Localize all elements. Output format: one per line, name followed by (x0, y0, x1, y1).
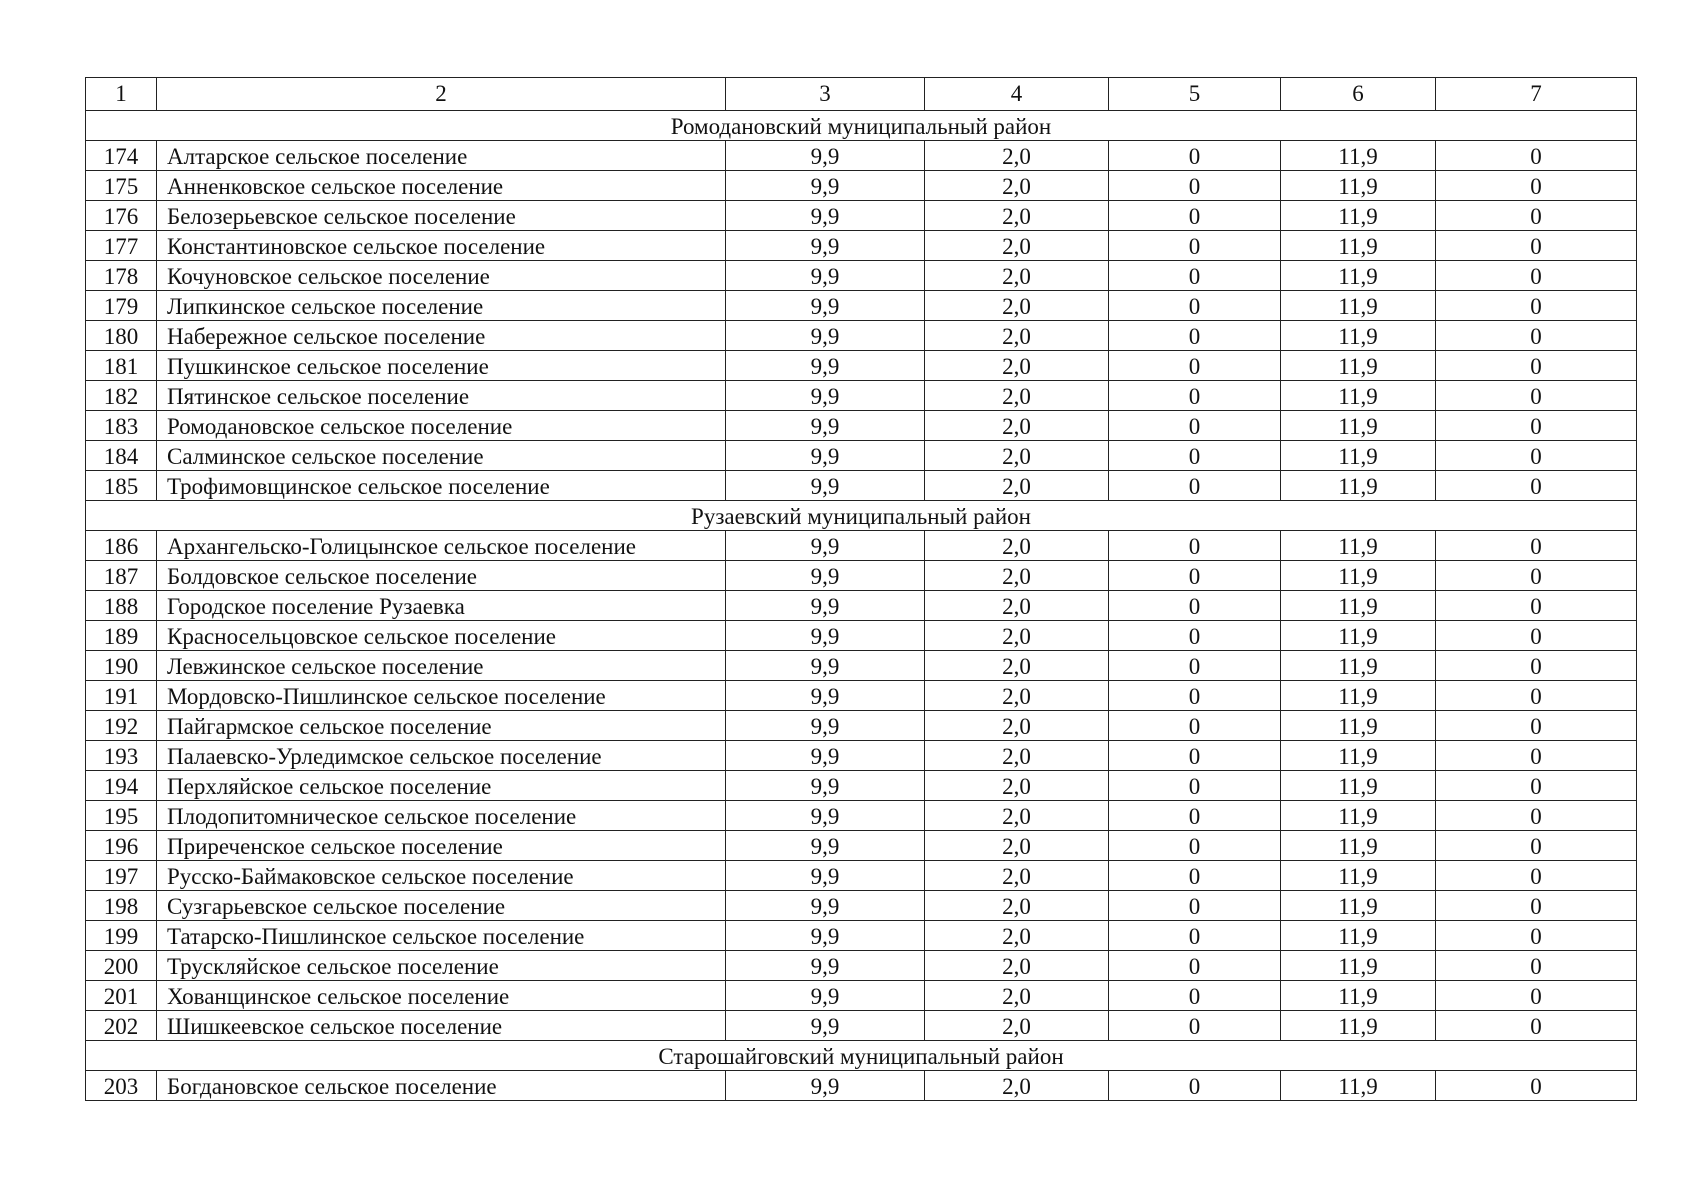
value-col-5: 0 (1109, 561, 1281, 591)
table-row (86, 741, 1637, 771)
value-col-4: 2,0 (925, 141, 1109, 171)
table-row (86, 441, 1637, 471)
value-col-6: 11,9 (1281, 831, 1436, 861)
table-row (86, 621, 1637, 651)
table-row (86, 171, 1637, 201)
value-col-7: 0 (1436, 1071, 1637, 1101)
value-col-4: 2,0 (925, 801, 1109, 831)
value-col-4: 2,0 (925, 561, 1109, 591)
value-col-7: 0 (1436, 651, 1637, 681)
row-number: 187 (86, 561, 157, 591)
value-col-4: 2,0 (925, 591, 1109, 621)
value-col-6: 11,9 (1281, 141, 1436, 171)
value-col-4: 2,0 (925, 921, 1109, 951)
district-header-row (86, 111, 1637, 141)
value-col-7: 0 (1436, 681, 1637, 711)
value-col-5: 0 (1109, 531, 1281, 561)
value-col-5: 0 (1109, 351, 1281, 381)
row-number: 203 (86, 1071, 157, 1101)
table-row (86, 531, 1637, 561)
value-col-5: 0 (1109, 141, 1281, 171)
value-col-6: 11,9 (1281, 231, 1436, 261)
value-col-7: 0 (1436, 561, 1637, 591)
district-title: Старошайговский муниципальный район (86, 1041, 1637, 1071)
value-col-7: 0 (1436, 291, 1637, 321)
table-row (86, 921, 1637, 951)
value-col-6: 11,9 (1281, 1071, 1436, 1101)
table-row (86, 471, 1637, 501)
table-row (86, 591, 1637, 621)
value-col-5: 0 (1109, 591, 1281, 621)
value-col-4: 2,0 (925, 831, 1109, 861)
value-col-7: 0 (1436, 741, 1637, 771)
value-col-5: 0 (1109, 201, 1281, 231)
value-col-5: 0 (1109, 471, 1281, 501)
value-col-3: 9,9 (726, 441, 925, 471)
table-row (86, 141, 1637, 171)
column-number-row (86, 78, 1637, 111)
district-title: Рузаевский муниципальный район (86, 501, 1637, 531)
settlement-name: Шишкеевское сельское поселение (157, 1011, 726, 1041)
row-number: 179 (86, 291, 157, 321)
value-col-4: 2,0 (925, 291, 1109, 321)
value-col-3: 9,9 (726, 561, 925, 591)
settlement-name: Болдовское сельское поселение (157, 561, 726, 591)
value-col-7: 0 (1436, 831, 1637, 861)
value-col-3: 9,9 (726, 351, 925, 381)
district-title: Ромодановский муниципальный район (86, 111, 1637, 141)
row-number: 178 (86, 261, 157, 291)
settlement-name: Салминское сельское поселение (157, 441, 726, 471)
value-col-4: 2,0 (925, 321, 1109, 351)
settlement-name: Липкинское сельское поселение (157, 291, 726, 321)
row-number: 174 (86, 141, 157, 171)
row-number: 175 (86, 171, 157, 201)
value-col-7: 0 (1436, 621, 1637, 651)
settlement-name: Левжинское сельское поселение (157, 651, 726, 681)
value-col-6: 11,9 (1281, 981, 1436, 1011)
value-col-6: 11,9 (1281, 321, 1436, 351)
district-header-row (86, 501, 1637, 531)
row-number: 201 (86, 981, 157, 1011)
value-col-4: 2,0 (925, 711, 1109, 741)
table-row (86, 351, 1637, 381)
table-body (86, 78, 1637, 1101)
column-number: 4 (925, 78, 1109, 111)
column-number: 3 (726, 78, 925, 111)
table-row (86, 321, 1637, 351)
value-col-6: 11,9 (1281, 951, 1436, 981)
row-number: 194 (86, 771, 157, 801)
value-col-4: 2,0 (925, 861, 1109, 891)
settlement-name: Хованщинское сельское поселение (157, 981, 726, 1011)
value-col-5: 0 (1109, 171, 1281, 201)
value-col-3: 9,9 (726, 891, 925, 921)
value-col-5: 0 (1109, 321, 1281, 351)
value-col-5: 0 (1109, 681, 1281, 711)
value-col-5: 0 (1109, 951, 1281, 981)
value-col-4: 2,0 (925, 381, 1109, 411)
value-col-4: 2,0 (925, 441, 1109, 471)
value-col-6: 11,9 (1281, 621, 1436, 651)
value-col-5: 0 (1109, 441, 1281, 471)
value-col-3: 9,9 (726, 921, 925, 951)
value-col-5: 0 (1109, 831, 1281, 861)
value-col-3: 9,9 (726, 201, 925, 231)
value-col-3: 9,9 (726, 801, 925, 831)
row-number: 185 (86, 471, 157, 501)
value-col-7: 0 (1436, 201, 1637, 231)
settlement-name: Красносельцовское сельское поселение (157, 621, 726, 651)
value-col-7: 0 (1436, 951, 1637, 981)
value-col-6: 11,9 (1281, 1011, 1436, 1041)
value-col-6: 11,9 (1281, 261, 1436, 291)
table-row (86, 711, 1637, 741)
value-col-3: 9,9 (726, 471, 925, 501)
row-number: 197 (86, 861, 157, 891)
value-col-4: 2,0 (925, 171, 1109, 201)
value-col-5: 0 (1109, 891, 1281, 921)
table-row (86, 1011, 1637, 1041)
value-col-7: 0 (1436, 441, 1637, 471)
value-col-3: 9,9 (726, 741, 925, 771)
value-col-3: 9,9 (726, 1071, 925, 1101)
value-col-3: 9,9 (726, 621, 925, 651)
row-number: 176 (86, 201, 157, 231)
value-col-7: 0 (1436, 321, 1637, 351)
value-col-4: 2,0 (925, 231, 1109, 261)
value-col-4: 2,0 (925, 981, 1109, 1011)
table-row (86, 381, 1637, 411)
value-col-5: 0 (1109, 411, 1281, 441)
row-number: 195 (86, 801, 157, 831)
value-col-6: 11,9 (1281, 441, 1436, 471)
table-row (86, 651, 1637, 681)
value-col-7: 0 (1436, 381, 1637, 411)
value-col-3: 9,9 (726, 831, 925, 861)
row-number: 182 (86, 381, 157, 411)
value-col-6: 11,9 (1281, 381, 1436, 411)
settlement-name: Сузгарьевское сельское поселение (157, 891, 726, 921)
row-number: 190 (86, 651, 157, 681)
row-number: 177 (86, 231, 157, 261)
value-col-5: 0 (1109, 621, 1281, 651)
value-col-7: 0 (1436, 231, 1637, 261)
table-row (86, 981, 1637, 1011)
value-col-7: 0 (1436, 591, 1637, 621)
value-col-5: 0 (1109, 981, 1281, 1011)
value-col-7: 0 (1436, 531, 1637, 561)
value-col-5: 0 (1109, 711, 1281, 741)
value-col-5: 0 (1109, 771, 1281, 801)
row-number: 188 (86, 591, 157, 621)
table-row (86, 831, 1637, 861)
table-row (86, 561, 1637, 591)
settlement-name: Пайгармское сельское поселение (157, 711, 726, 741)
settlement-name: Плодопитомническое сельское поселение (157, 801, 726, 831)
value-col-5: 0 (1109, 741, 1281, 771)
value-col-3: 9,9 (726, 291, 925, 321)
value-col-7: 0 (1436, 861, 1637, 891)
value-col-3: 9,9 (726, 321, 925, 351)
table-row (86, 861, 1637, 891)
value-col-6: 11,9 (1281, 891, 1436, 921)
value-col-4: 2,0 (925, 771, 1109, 801)
value-col-5: 0 (1109, 651, 1281, 681)
row-number: 193 (86, 741, 157, 771)
value-col-7: 0 (1436, 771, 1637, 801)
value-col-4: 2,0 (925, 1011, 1109, 1041)
settlement-name: Анненковское сельское поселение (157, 171, 726, 201)
value-col-4: 2,0 (925, 411, 1109, 441)
settlement-name: Перхляйское сельское поселение (157, 771, 726, 801)
settlements-table (85, 77, 1637, 1101)
value-col-6: 11,9 (1281, 531, 1436, 561)
value-col-4: 2,0 (925, 1071, 1109, 1101)
value-col-4: 2,0 (925, 621, 1109, 651)
settlement-name: Городское поселение Рузаевка (157, 591, 726, 621)
settlement-name: Белозерьевское сельское поселение (157, 201, 726, 231)
table-row (86, 261, 1637, 291)
settlement-name: Приреченское сельское поселение (157, 831, 726, 861)
value-col-4: 2,0 (925, 261, 1109, 291)
value-col-7: 0 (1436, 471, 1637, 501)
value-col-4: 2,0 (925, 531, 1109, 561)
table-row (86, 411, 1637, 441)
row-number: 199 (86, 921, 157, 951)
table-row (86, 891, 1637, 921)
value-col-6: 11,9 (1281, 741, 1436, 771)
value-col-3: 9,9 (726, 381, 925, 411)
value-col-7: 0 (1436, 801, 1637, 831)
value-col-7: 0 (1436, 1011, 1637, 1041)
value-col-3: 9,9 (726, 711, 925, 741)
value-col-7: 0 (1436, 981, 1637, 1011)
value-col-7: 0 (1436, 351, 1637, 381)
row-number: 202 (86, 1011, 157, 1041)
value-col-6: 11,9 (1281, 921, 1436, 951)
value-col-4: 2,0 (925, 201, 1109, 231)
row-number: 200 (86, 951, 157, 981)
table-row (86, 801, 1637, 831)
value-col-6: 11,9 (1281, 561, 1436, 591)
value-col-4: 2,0 (925, 651, 1109, 681)
value-col-3: 9,9 (726, 591, 925, 621)
value-col-7: 0 (1436, 711, 1637, 741)
settlement-name: Набережное сельское поселение (157, 321, 726, 351)
row-number: 184 (86, 441, 157, 471)
value-col-3: 9,9 (726, 981, 925, 1011)
value-col-3: 9,9 (726, 951, 925, 981)
table-row (86, 1071, 1637, 1101)
value-col-3: 9,9 (726, 261, 925, 291)
value-col-6: 11,9 (1281, 651, 1436, 681)
value-col-5: 0 (1109, 261, 1281, 291)
value-col-3: 9,9 (726, 141, 925, 171)
value-col-3: 9,9 (726, 411, 925, 441)
value-col-3: 9,9 (726, 531, 925, 561)
value-col-5: 0 (1109, 1011, 1281, 1041)
value-col-4: 2,0 (925, 351, 1109, 381)
row-number: 186 (86, 531, 157, 561)
settlement-name: Кочуновское сельское поселение (157, 261, 726, 291)
value-col-5: 0 (1109, 1071, 1281, 1101)
value-col-4: 2,0 (925, 951, 1109, 981)
value-col-5: 0 (1109, 291, 1281, 321)
table-row (86, 231, 1637, 261)
value-col-6: 11,9 (1281, 711, 1436, 741)
column-number: 6 (1281, 78, 1436, 111)
settlement-name: Алтарское сельское поселение (157, 141, 726, 171)
row-number: 198 (86, 891, 157, 921)
value-col-6: 11,9 (1281, 861, 1436, 891)
row-number: 196 (86, 831, 157, 861)
settlement-name: Константиновское сельское поселение (157, 231, 726, 261)
district-header-row (86, 1041, 1637, 1071)
value-col-3: 9,9 (726, 861, 925, 891)
document-sheet (85, 77, 1636, 1101)
settlement-name: Трускляйское сельское поселение (157, 951, 726, 981)
row-number: 180 (86, 321, 157, 351)
row-number: 189 (86, 621, 157, 651)
value-col-5: 0 (1109, 381, 1281, 411)
table-row (86, 771, 1637, 801)
value-col-7: 0 (1436, 171, 1637, 201)
settlement-name: Русско-Баймаковское сельское поселение (157, 861, 726, 891)
settlement-name: Татарско-Пишлинское сельское поселение (157, 921, 726, 951)
value-col-7: 0 (1436, 921, 1637, 951)
value-col-6: 11,9 (1281, 351, 1436, 381)
value-col-6: 11,9 (1281, 801, 1436, 831)
value-col-7: 0 (1436, 141, 1637, 171)
column-number: 7 (1436, 78, 1637, 111)
column-number: 1 (86, 78, 157, 111)
value-col-6: 11,9 (1281, 291, 1436, 321)
value-col-4: 2,0 (925, 741, 1109, 771)
value-col-6: 11,9 (1281, 591, 1436, 621)
value-col-6: 11,9 (1281, 171, 1436, 201)
value-col-3: 9,9 (726, 231, 925, 261)
value-col-3: 9,9 (726, 651, 925, 681)
value-col-7: 0 (1436, 891, 1637, 921)
value-col-3: 9,9 (726, 171, 925, 201)
value-col-5: 0 (1109, 801, 1281, 831)
value-col-4: 2,0 (925, 471, 1109, 501)
value-col-6: 11,9 (1281, 771, 1436, 801)
value-col-6: 11,9 (1281, 681, 1436, 711)
row-number: 192 (86, 711, 157, 741)
settlement-name: Пушкинское сельское поселение (157, 351, 726, 381)
value-col-6: 11,9 (1281, 471, 1436, 501)
value-col-5: 0 (1109, 861, 1281, 891)
table-row (86, 681, 1637, 711)
value-col-7: 0 (1436, 261, 1637, 291)
value-col-6: 11,9 (1281, 201, 1436, 231)
value-col-7: 0 (1436, 411, 1637, 441)
settlement-name: Архангельско-Голицынское сельское поселение (157, 531, 726, 561)
row-number: 181 (86, 351, 157, 381)
value-col-6: 11,9 (1281, 411, 1436, 441)
value-col-5: 0 (1109, 231, 1281, 261)
value-col-3: 9,9 (726, 1011, 925, 1041)
row-number: 183 (86, 411, 157, 441)
value-col-4: 2,0 (925, 681, 1109, 711)
settlement-name: Мордовско-Пишлинское сельское поселение (157, 681, 726, 711)
value-col-3: 9,9 (726, 681, 925, 711)
table-row (86, 291, 1637, 321)
value-col-5: 0 (1109, 921, 1281, 951)
settlement-name: Палаевско-Урледимское сельское поселение (157, 741, 726, 771)
settlement-name: Ромодановское сельское поселение (157, 411, 726, 441)
column-number: 2 (157, 78, 726, 111)
column-number: 5 (1109, 78, 1281, 111)
settlement-name: Трофимовщинское сельское поселение (157, 471, 726, 501)
row-number: 191 (86, 681, 157, 711)
value-col-4: 2,0 (925, 891, 1109, 921)
settlement-name: Пятинское сельское поселение (157, 381, 726, 411)
settlement-name: Богдановское сельское поселение (157, 1071, 726, 1101)
table-row (86, 201, 1637, 231)
value-col-3: 9,9 (726, 771, 925, 801)
table-row (86, 951, 1637, 981)
